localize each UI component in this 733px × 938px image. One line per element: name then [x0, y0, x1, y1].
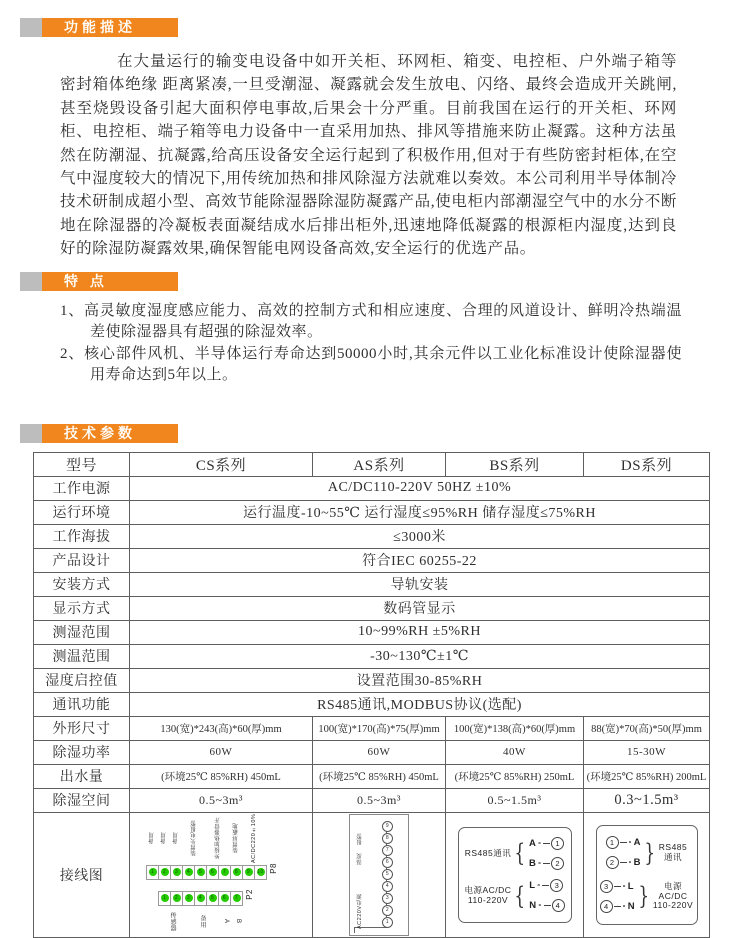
pin-wire [542, 885, 549, 886]
pin-contact: ∘ [537, 902, 543, 910]
table-row-dimensions [34, 716, 710, 740]
terminal-label: 外接加热器常开 [215, 816, 221, 859]
cell-ds: (环境25℃ 85%RH) 200mL [584, 764, 710, 788]
cs-wiring-diagram [133, 813, 309, 937]
header-series-ds: DS系列 [584, 452, 710, 476]
terminal: 6 [382, 857, 393, 868]
section-badge-function [20, 18, 733, 37]
terminal [254, 865, 267, 880]
terminal-strip [147, 865, 267, 880]
row-label: 产品设计 [34, 548, 130, 572]
pin-group [459, 879, 571, 912]
row-value: 设置范围30-85%RH [130, 668, 710, 692]
brace-glyph: { [514, 881, 526, 910]
terminal-dot: 10 [257, 869, 264, 876]
pin-group-label-line: 110-220V [652, 900, 694, 911]
pin-group [459, 837, 571, 870]
cell-as: 100(宽)*170(高)*75(厚)mm [313, 716, 446, 740]
terminal-label: 装置失电报警 [191, 819, 197, 856]
header-series-as: AS系列 [313, 452, 446, 476]
table-row [34, 572, 710, 596]
pin [600, 880, 635, 893]
brace-glyph: { [514, 839, 526, 868]
section-title-function: 功能描述 [42, 18, 178, 37]
section-badge-features [20, 272, 733, 291]
pin-column [529, 879, 564, 912]
terminal-dot: 9 [245, 868, 253, 876]
row-label: 除湿功率 [34, 740, 130, 764]
terminal-number: 3 [600, 880, 613, 893]
cell-cs: 0.5~3m³ [130, 788, 313, 812]
pin-letter: L [529, 880, 536, 892]
pin-group [597, 836, 697, 869]
pin-letter: A [529, 837, 537, 849]
pin-group-label [659, 843, 688, 863]
cell-ds: 0.3~1.5m³ [584, 788, 710, 812]
section-title-features: 特 点 [42, 272, 178, 291]
wiring-cell-ds [584, 812, 710, 937]
terminal-label: 报警 [357, 832, 363, 845]
row-value: 数码管显示 [130, 596, 710, 620]
cell-bs: 0.5~1.5m³ [446, 788, 584, 812]
pin-letter: L [627, 880, 635, 892]
row-label: 测湿范围 [34, 620, 130, 644]
pin-wire [620, 842, 627, 843]
terminal-strip [159, 891, 243, 906]
pin-group-label [465, 849, 512, 859]
row-value: 运行温度-10~55℃ 运行湿度≤95%RH 储存湿度≤75%RH [130, 500, 710, 524]
row-label: 显示方式 [34, 596, 130, 620]
wiring-cell-bs [446, 812, 584, 937]
terminal-label: 传感器 [169, 911, 175, 932]
pin [529, 857, 564, 870]
pin-contact: ∘ [536, 882, 542, 890]
terminal-dot: 2 [161, 868, 169, 876]
pin-wire [614, 886, 621, 887]
row-label: 外形尺寸 [34, 716, 130, 740]
pin [529, 899, 564, 912]
row-label: 工作海拔 [34, 524, 130, 548]
table-row [34, 620, 710, 644]
pin-wire [614, 906, 621, 907]
as-wiring-diagram [349, 814, 409, 936]
table-row [34, 644, 710, 668]
terminal: 3 [382, 893, 393, 904]
terminal [230, 891, 243, 906]
pin-group-label-line: 110-220V [467, 894, 509, 905]
terminal-number: 4 [600, 900, 613, 913]
terminal-dot: 3 [173, 868, 181, 876]
terminal-label: 备用 [161, 831, 167, 844]
pin-letter: N [529, 900, 537, 912]
terminal-dot: 2 [173, 894, 181, 902]
terminal-dot: 4 [197, 894, 205, 902]
port-label-p8: P8 [269, 862, 278, 874]
pin-wire [543, 843, 550, 844]
datasheet-page [0, 18, 733, 932]
pin-letter: B [633, 857, 641, 869]
brace-glyph: } [644, 838, 656, 867]
table-row [34, 500, 710, 524]
pin-wire [620, 862, 627, 863]
terminal-label: 装置屏蔽地 [233, 822, 239, 853]
port-label-p2: P2 [245, 888, 254, 900]
cell-cs: 60W [130, 740, 313, 764]
pin-column [529, 837, 564, 870]
terminal-label: B [235, 919, 241, 924]
cell-cs: (环境25℃ 85%RH) 450mL [130, 764, 313, 788]
table-row [34, 524, 710, 548]
terminal-label: AC220V电源 [357, 892, 363, 929]
row-label: 除湿空间 [34, 788, 130, 812]
table-header-row [34, 452, 710, 476]
cell-ds: 15-30W [584, 740, 710, 764]
terminal: 4 [382, 881, 393, 892]
header-series-cs: CS系列 [130, 452, 313, 476]
terminal-number: 3 [550, 879, 563, 892]
pin-contact: ∘ [627, 839, 633, 847]
terminal-dot: 4 [185, 868, 193, 876]
row-label: 安装方式 [34, 572, 130, 596]
pin-group-label-line: 通讯 [664, 851, 683, 862]
function-description-paragraph: 在大量运行的输变电设备中如开关柜、环网柜、箱变、电控柜、户外端子箱等密封箱体绝缘 距离紧凑,一旦受潮湿、凝露就会发生放电、闪络、最终会造成开关跳闸,甚至烧毁设备引起大面积停电事故,后果会十分严重。目前我国在运行的开关柜、环网柜、电控柜、端子箱等电力设备中一直采用加热、排风等措施来防止凝露。这种方法虽然在防潮湿、抗凝露,给高压设备安全运行起到了积极作用,但对于有些防密封柜体,在空气中湿度较大的情况下,用传统加热和排风除湿方法就难以奏效。本公司利用半导体制冷技术研制成超小型、高效节能除湿器除湿防凝露产品,使电柜内部潮湿空气中的水分不断地在除湿器的冷凝板表面凝结成水后排出柜外,迅速地降低凝露的根源柜内湿度,达到良好的除湿防凝露效果,确保智能电网设备高效,安全运行的优选产品。 [60, 53, 677, 258]
pin-contact: ∘ [621, 902, 627, 910]
terminal: 8 [382, 833, 393, 844]
cell-as: (环境25℃ 85%RH) 450mL [313, 764, 446, 788]
pin-group-label-line: RS485通讯 [464, 847, 512, 858]
badge-gray-square [20, 18, 42, 37]
terminal-number: 4 [552, 899, 565, 912]
cell-as: 60W [313, 740, 446, 764]
row-label: 工作电源 [34, 476, 130, 500]
feature-item: 2、核心部件风机、半导体运行寿命达到50000小时,其余元件以工业化标准设计使除湿器使用寿命达到5年以上。 [60, 345, 682, 384]
wiring-cell-as [313, 812, 446, 937]
terminal: 9 [382, 821, 393, 832]
pin [606, 856, 641, 869]
row-label: 运行环境 [34, 500, 130, 524]
section-title-tech-params: 技术参数 [42, 424, 178, 443]
terminal-number: 1 [551, 837, 564, 850]
terminal: 2 [382, 905, 393, 916]
pin [529, 837, 564, 850]
terminal: 5 [382, 869, 393, 880]
terminal-label: 备用 [149, 831, 155, 844]
ds-wiring-diagram [596, 825, 698, 925]
terminal-number: 1 [606, 836, 619, 849]
wiring-cell-cs [130, 812, 313, 937]
pin-contact: ∘ [537, 859, 543, 867]
pin-wire [544, 905, 551, 906]
pin-letter: B [529, 857, 537, 869]
terminal-dot: 6 [221, 894, 229, 902]
pin-column [600, 880, 635, 913]
row-label: 通讯功能 [34, 692, 130, 716]
cell-as: 0.5~3m³ [313, 788, 446, 812]
row-label: 出水量 [34, 764, 130, 788]
row-value: 10~99%RH ±5%RH [130, 620, 710, 644]
table-row-wiring [34, 812, 710, 937]
table-row-dehumidify-space [34, 788, 710, 812]
pin-wire [543, 863, 550, 864]
pin-column [606, 836, 641, 869]
section-badge-tech-params [20, 424, 733, 443]
table-row-water-output [34, 764, 710, 788]
pin-letter: N [627, 900, 636, 912]
terminal-label: A [223, 919, 229, 924]
row-label: 接线图 [34, 812, 130, 937]
terminal-dot: 1 [149, 868, 157, 876]
row-value: AC/DC110-220V 50HZ ±10% [130, 476, 710, 500]
terminal-dot: 8 [233, 868, 241, 876]
row-value: ≤3000米 [130, 524, 710, 548]
cell-bs: (环境25℃ 85%RH) 250mL [446, 764, 584, 788]
terminal-dot: 6 [209, 868, 217, 876]
terminal-label: 备用 [199, 915, 205, 929]
terminal-label: 备用 [173, 831, 179, 844]
cell-bs: 40W [446, 740, 584, 764]
header-model: 型号 [34, 452, 130, 476]
pin [600, 900, 635, 913]
table-row-power [34, 740, 710, 764]
terminal-label: 湿度 [357, 852, 363, 865]
row-value: 导轨安装 [130, 572, 710, 596]
terminal-number: 2 [551, 857, 564, 870]
pin-group-label [653, 882, 693, 911]
tech-params-table [33, 452, 710, 938]
pin-group-label-line: RS485 [658, 842, 688, 853]
table-row [34, 668, 710, 692]
pin-group-label-line: AC/DC [658, 890, 688, 901]
pin-contact: ∘ [537, 839, 543, 847]
row-label: 测温范围 [34, 644, 130, 668]
table-row [34, 476, 710, 500]
cell-cs: 130(宽)*243(高)*60(厚)mm [130, 716, 313, 740]
features-list [60, 301, 682, 387]
bs-wiring-diagram [458, 827, 572, 923]
terminal-dot: 7 [221, 868, 229, 876]
table-row [34, 596, 710, 620]
row-value: -30~130℃±1℃ [130, 644, 710, 668]
pin [606, 836, 641, 849]
terminal-number: 2 [606, 856, 619, 869]
pin-letter: A [633, 837, 641, 849]
row-value: 符合IEC 60255-22 [130, 548, 710, 572]
terminal-dot: 3 [185, 894, 193, 902]
row-value: RS485通讯,MODBUS协议(选配) [130, 692, 710, 716]
header-series-bs: BS系列 [446, 452, 584, 476]
terminal-dot: 5 [209, 894, 217, 902]
table-row [34, 692, 710, 716]
badge-gray-square [20, 272, 42, 291]
terminal-dot: 1 [161, 894, 169, 902]
brace-glyph: } [638, 882, 650, 911]
pin-contact: ∘ [627, 859, 633, 867]
terminal-dot: 7 [233, 894, 241, 902]
table-row [34, 548, 710, 572]
pin-contact: ∘ [621, 882, 627, 890]
pin-group-label-line: 电源AC/DC [464, 885, 512, 896]
row-label: 湿度启控值 [34, 668, 130, 692]
feature-item: 1、高灵敏度湿度感应能力、高效的控制方式和相应速度、合理的风道设计、鲜明冷热端温差使除湿器具有超强的除湿效率。 [60, 302, 682, 341]
pin-group [597, 880, 697, 913]
cell-ds: 88(宽)*70(高)*50(厚)mm [584, 716, 710, 740]
cell-bs: 100(宽)*138(高)*60(厚)mm [446, 716, 584, 740]
terminal-label: AC/DC220±10% [251, 813, 257, 863]
terminal-dot: 5 [197, 868, 205, 876]
pin [529, 879, 564, 892]
pin-group-label [465, 886, 512, 906]
terminal: 7 [382, 845, 393, 856]
pin-group-label-line: 电源 [664, 880, 683, 891]
badge-gray-square [20, 424, 42, 443]
terminal: 1 [382, 917, 393, 928]
